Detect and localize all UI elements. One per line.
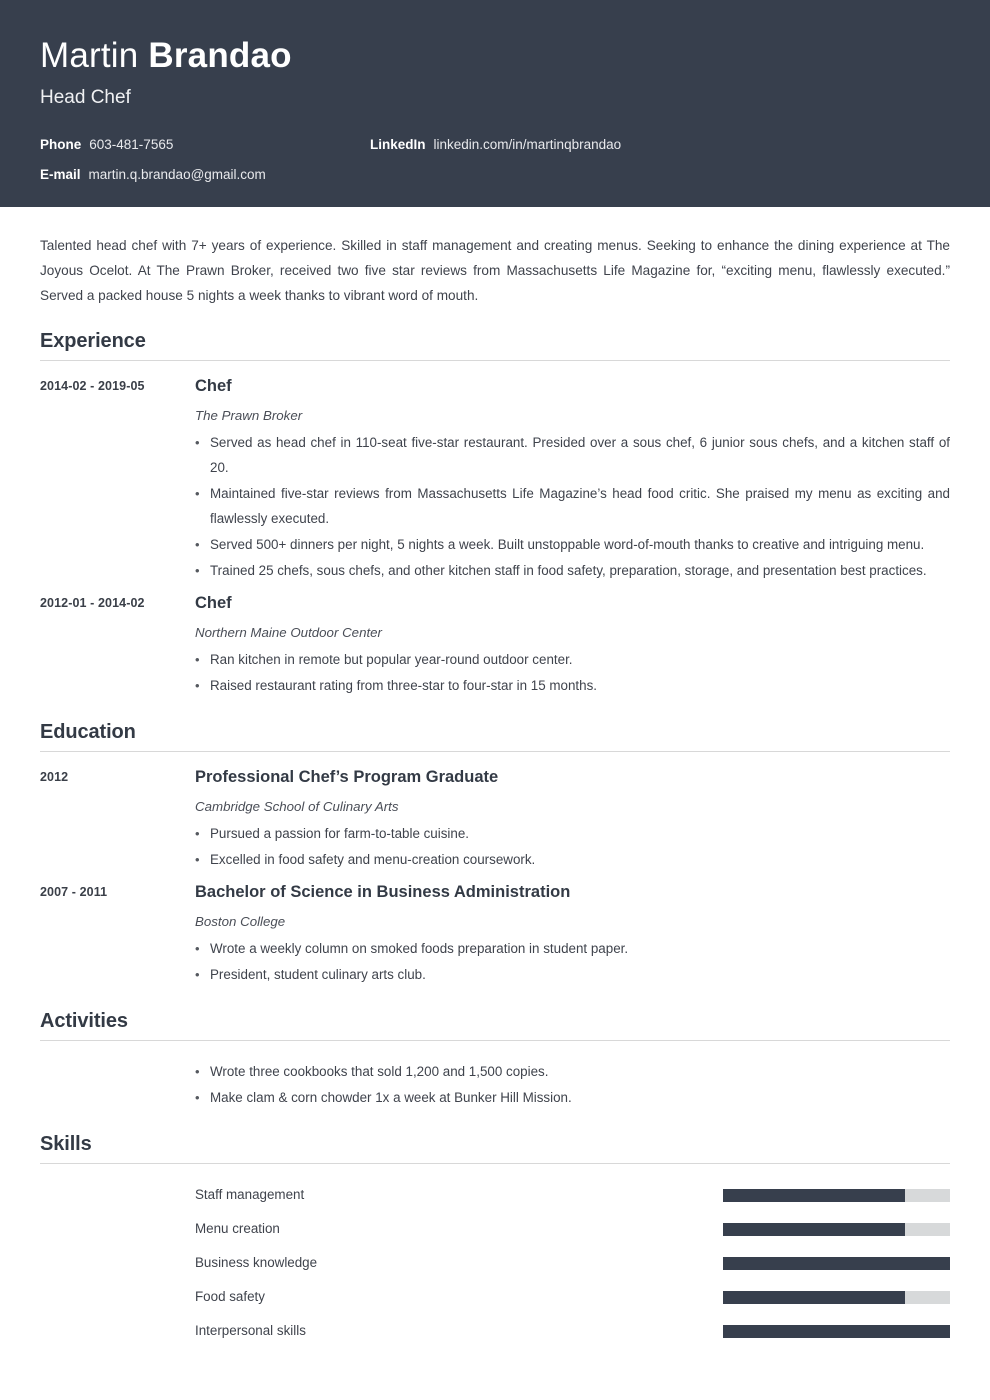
skill-label: Food safety xyxy=(195,1289,265,1304)
skill-bar-track xyxy=(723,1291,950,1304)
skill-bar-fill xyxy=(723,1223,905,1236)
section-title-activities: Activities xyxy=(40,1010,128,1032)
entry-body xyxy=(195,766,950,873)
list-item: • Ran kitchen in remote but popular year-round outdoor center. xyxy=(195,647,950,672)
skill-row xyxy=(40,1246,950,1280)
contact-phone xyxy=(40,136,370,154)
entry-organization: Northern Maine Outdoor Center xyxy=(195,625,382,640)
skill-row xyxy=(40,1178,950,1212)
list-item: • Wrote a weekly column on smoked foods preparation in student paper. xyxy=(195,936,950,961)
education-entry xyxy=(40,881,950,988)
entry-bullets xyxy=(195,936,950,987)
entry-body xyxy=(195,592,950,699)
section-skills xyxy=(40,1133,950,1348)
skill-label: Staff management xyxy=(195,1187,305,1202)
contact-label-phone: Phone xyxy=(40,137,82,152)
entry-title: Professional Chef’s Program Graduate xyxy=(195,768,499,786)
skill-label: Interpersonal skills xyxy=(195,1323,306,1338)
contact-row xyxy=(40,136,950,154)
skill-bar-track xyxy=(723,1223,950,1236)
summary-paragraph: Talented head chef with 7+ years of experience. Skilled in staff management and creating menus. Seeking to enhance the dining experience at The Joyous Ocelot. At The Prawn Broker, received two five star reviews from Massachusetts Life Magazine for, “exciting menu, flawlessly executed.” Served a packed house 5 nights a week thanks to vibrant word of mouth. xyxy=(40,238,950,303)
skill-bar-fill xyxy=(723,1325,950,1338)
contact-label-email: E-mail xyxy=(40,167,81,182)
section-divider xyxy=(40,1163,950,1164)
section-divider xyxy=(40,360,950,361)
list-item: • Trained 25 chefs, sous chefs, and other kitchen staff in food safety, preparation, storage, and presentation best practices. xyxy=(195,558,950,583)
education-entry xyxy=(40,766,950,873)
entry-title: Chef xyxy=(195,594,232,612)
last-name: Brandao xyxy=(148,36,292,75)
entry-body xyxy=(195,375,950,584)
section-title-skills: Skills xyxy=(40,1133,92,1155)
section-education xyxy=(40,721,950,988)
first-name: Martin xyxy=(40,36,139,75)
skill-bar-track xyxy=(723,1189,950,1202)
list-item: • Make clam & corn chowder 1x a week at Bunker Hill Mission. xyxy=(195,1085,950,1110)
list-item: • Served 500+ dinners per night, 5 nights a week. Built unstoppable word-of-mouth thanks to creative and intriguing menu. xyxy=(195,532,950,557)
section-divider xyxy=(40,751,950,752)
entry-bullets xyxy=(195,1059,950,1110)
experience-entry xyxy=(40,375,950,584)
entry-dates: 2012 xyxy=(40,770,69,784)
list-item: • Raised restaurant rating from three-star to four-star in 15 months. xyxy=(195,673,950,698)
skill-bar-fill xyxy=(723,1257,950,1270)
list-item: • Excelled in food safety and menu-creation coursework. xyxy=(195,847,950,872)
contact-value-email[interactable]: martin.q.brandao@gmail.com xyxy=(88,167,266,182)
contact-email xyxy=(40,166,370,184)
contact-label-linkedin: LinkedIn xyxy=(370,137,426,152)
contact-value-linkedin[interactable]: linkedin.com/in/martinqbrandao xyxy=(433,137,622,152)
skill-label: Business knowledge xyxy=(195,1255,318,1270)
skill-bar-fill xyxy=(723,1291,905,1304)
entry-dates: 2007 - 2011 xyxy=(40,885,108,899)
skill-label: Menu creation xyxy=(195,1221,280,1236)
section-title-experience: Experience xyxy=(40,330,146,352)
experience-entry xyxy=(40,592,950,699)
skill-row xyxy=(40,1280,950,1314)
job-title: Head Chef xyxy=(40,87,131,108)
entry-organization: The Prawn Broker xyxy=(195,408,303,423)
section-divider xyxy=(40,1040,950,1041)
entry-bullets xyxy=(195,430,950,583)
section-title-education: Education xyxy=(40,721,136,743)
resume-body xyxy=(0,233,990,1348)
skill-bar-track xyxy=(723,1257,950,1270)
skills-list xyxy=(40,1178,950,1348)
section-experience xyxy=(40,330,950,699)
skill-row xyxy=(40,1212,950,1246)
entry-bullets xyxy=(195,647,950,698)
list-item: • Wrote three cookbooks that sold 1,200 and 1,500 copies. xyxy=(195,1059,950,1084)
entry-title: Bachelor of Science in Business Administration xyxy=(195,883,571,901)
skill-bar-fill xyxy=(723,1189,905,1202)
page-title xyxy=(40,34,950,77)
list-item: • Served as head chef in 110-seat five-star restaurant. Presided over a sous chef, 6 junior sous chefs, and a kitchen staff of 20. xyxy=(195,430,950,480)
contact-linkedin xyxy=(370,136,621,154)
entry-body xyxy=(195,881,950,988)
entry-organization: Cambridge School of Culinary Arts xyxy=(195,799,399,814)
list-item: • Maintained five-star reviews from Massachusetts Life Magazine’s head food critic. She praised my menu as exciting and flawlessly executed. xyxy=(195,481,950,531)
entry-organization: Boston College xyxy=(195,914,286,929)
entry-body xyxy=(195,1055,950,1111)
list-item: • President, student culinary arts club. xyxy=(195,962,950,987)
contact-info xyxy=(40,136,950,184)
resume-header xyxy=(0,0,990,207)
entry-bullets xyxy=(195,821,950,872)
entry-dates: 2014-02 - 2019-05 xyxy=(40,379,145,393)
entry-dates: 2012-01 - 2014-02 xyxy=(40,596,145,610)
skill-bar-track xyxy=(723,1325,950,1338)
contact-value-phone[interactable]: 603-481-7565 xyxy=(89,137,174,152)
section-activities xyxy=(40,1010,950,1111)
activities-entry xyxy=(40,1055,950,1111)
contact-row xyxy=(40,166,950,184)
skill-row xyxy=(40,1314,950,1348)
entry-title: Chef xyxy=(195,377,232,395)
list-item: • Pursued a passion for farm-to-table cuisine. xyxy=(195,821,950,846)
